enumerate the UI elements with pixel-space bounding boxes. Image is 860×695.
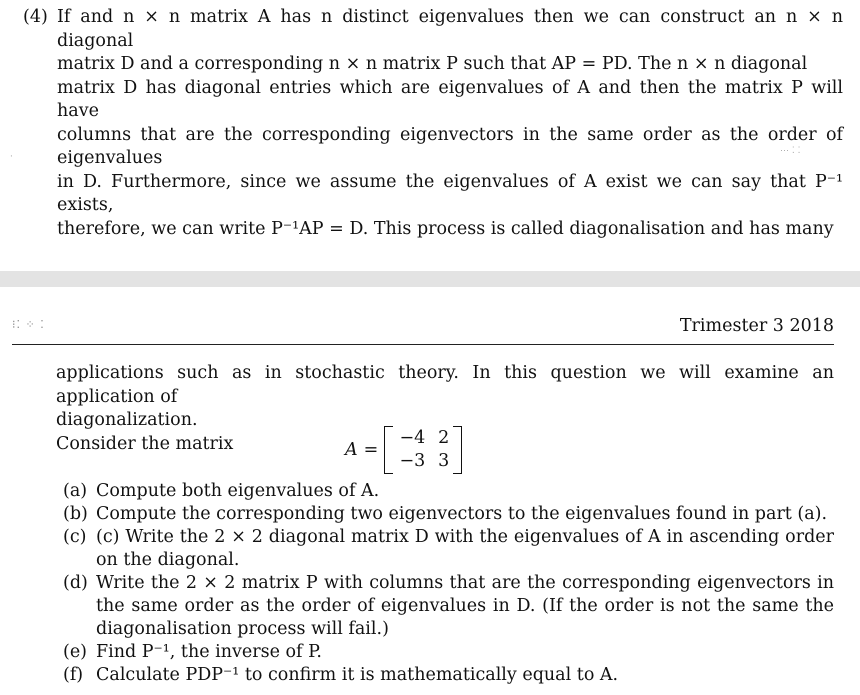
question-line: If and n × n matrix A has n distinct eigenvalues then we can construct an n × n diagonal: [57, 7, 843, 51]
part-text: Write the 2 × 2 matrix P with columns that are the corresponding eigenvectors in the same order as the order of eigenvalues in D. (If the order is not the same the diagonalisation process will fail.): [96, 573, 834, 639]
question-number: (4): [23, 7, 48, 27]
part-label: (c): [63, 527, 87, 547]
part-label: (f): [63, 665, 84, 685]
part-text: Compute both eigenvalues of A.: [96, 481, 380, 501]
right-bracket: [453, 426, 462, 474]
part-label: (a): [63, 481, 88, 501]
scan-artifact: ·: [10, 152, 13, 162]
matrix-name: A: [345, 440, 358, 460]
part-c: [63, 526, 834, 572]
header-term: Trimester 3 2018: [679, 316, 834, 336]
continuation-line: applications such as in stochastic theory. In this question we will examine an application of: [56, 363, 834, 407]
part-text: Calculate PDP⁻¹ to confirm it is mathematically equal to A.: [96, 665, 619, 685]
question-line: therefore, we can write P⁻¹AP = D. This process is called diagonalisation and has many: [57, 218, 834, 239]
parts-list: [63, 480, 834, 687]
part-label: (b): [63, 504, 88, 524]
part-f: [63, 664, 834, 687]
part-label: (d): [63, 573, 88, 593]
part-text: Find P⁻¹, the inverse of P.: [96, 642, 322, 662]
page-header: [12, 316, 834, 345]
part-text: (c) Write the 2 × 2 diagonal matrix D with the eigenvalues of A in ascending order on the diagonal.: [96, 527, 834, 570]
equals-sign: =: [363, 440, 379, 460]
left-bracket: [384, 426, 393, 474]
matrix-entries: [393, 428, 453, 472]
matrix-equation: [345, 425, 462, 475]
part-b: [63, 503, 834, 526]
part-e: [63, 641, 834, 664]
part-a: [63, 480, 834, 503]
top-page: [0, 0, 860, 270]
question-line: columns that are the corresponding eigenvectors in the same order as the order of eigenvalues: [57, 124, 843, 168]
question-line: in D. Furthermore, since we assume the eigenvalues of A exist we can say that P⁻¹ exists,: [57, 171, 843, 215]
scan-artifact: ⋯ ⁚ ⁚: [780, 146, 801, 156]
matrix-entry: −3: [399, 451, 426, 471]
part-label: (e): [63, 642, 88, 662]
continuation-line: Consider the matrix: [56, 433, 234, 454]
question-line: matrix D and a corresponding n × n matrix P such that AP = PD. The n × n diagonal: [57, 54, 808, 74]
matrix-entry: 2: [438, 428, 450, 448]
part-text: Compute the corresponding two eigenvectors to the eigenvalues found in part (a).: [96, 504, 828, 524]
header-scribble: ⁝⁚ ⁘ ⁚: [12, 318, 45, 331]
question-line: matrix D has diagonal entries which are eigenvalues of A and then the matrix P will have: [57, 77, 843, 121]
part-d: [63, 572, 834, 641]
matrix-entry: 3: [438, 451, 450, 471]
question-paragraph: [23, 6, 843, 241]
page-gutter: [0, 271, 860, 287]
matrix-entry: −4: [399, 428, 426, 448]
continuation-line: diagonalization.: [56, 410, 198, 430]
